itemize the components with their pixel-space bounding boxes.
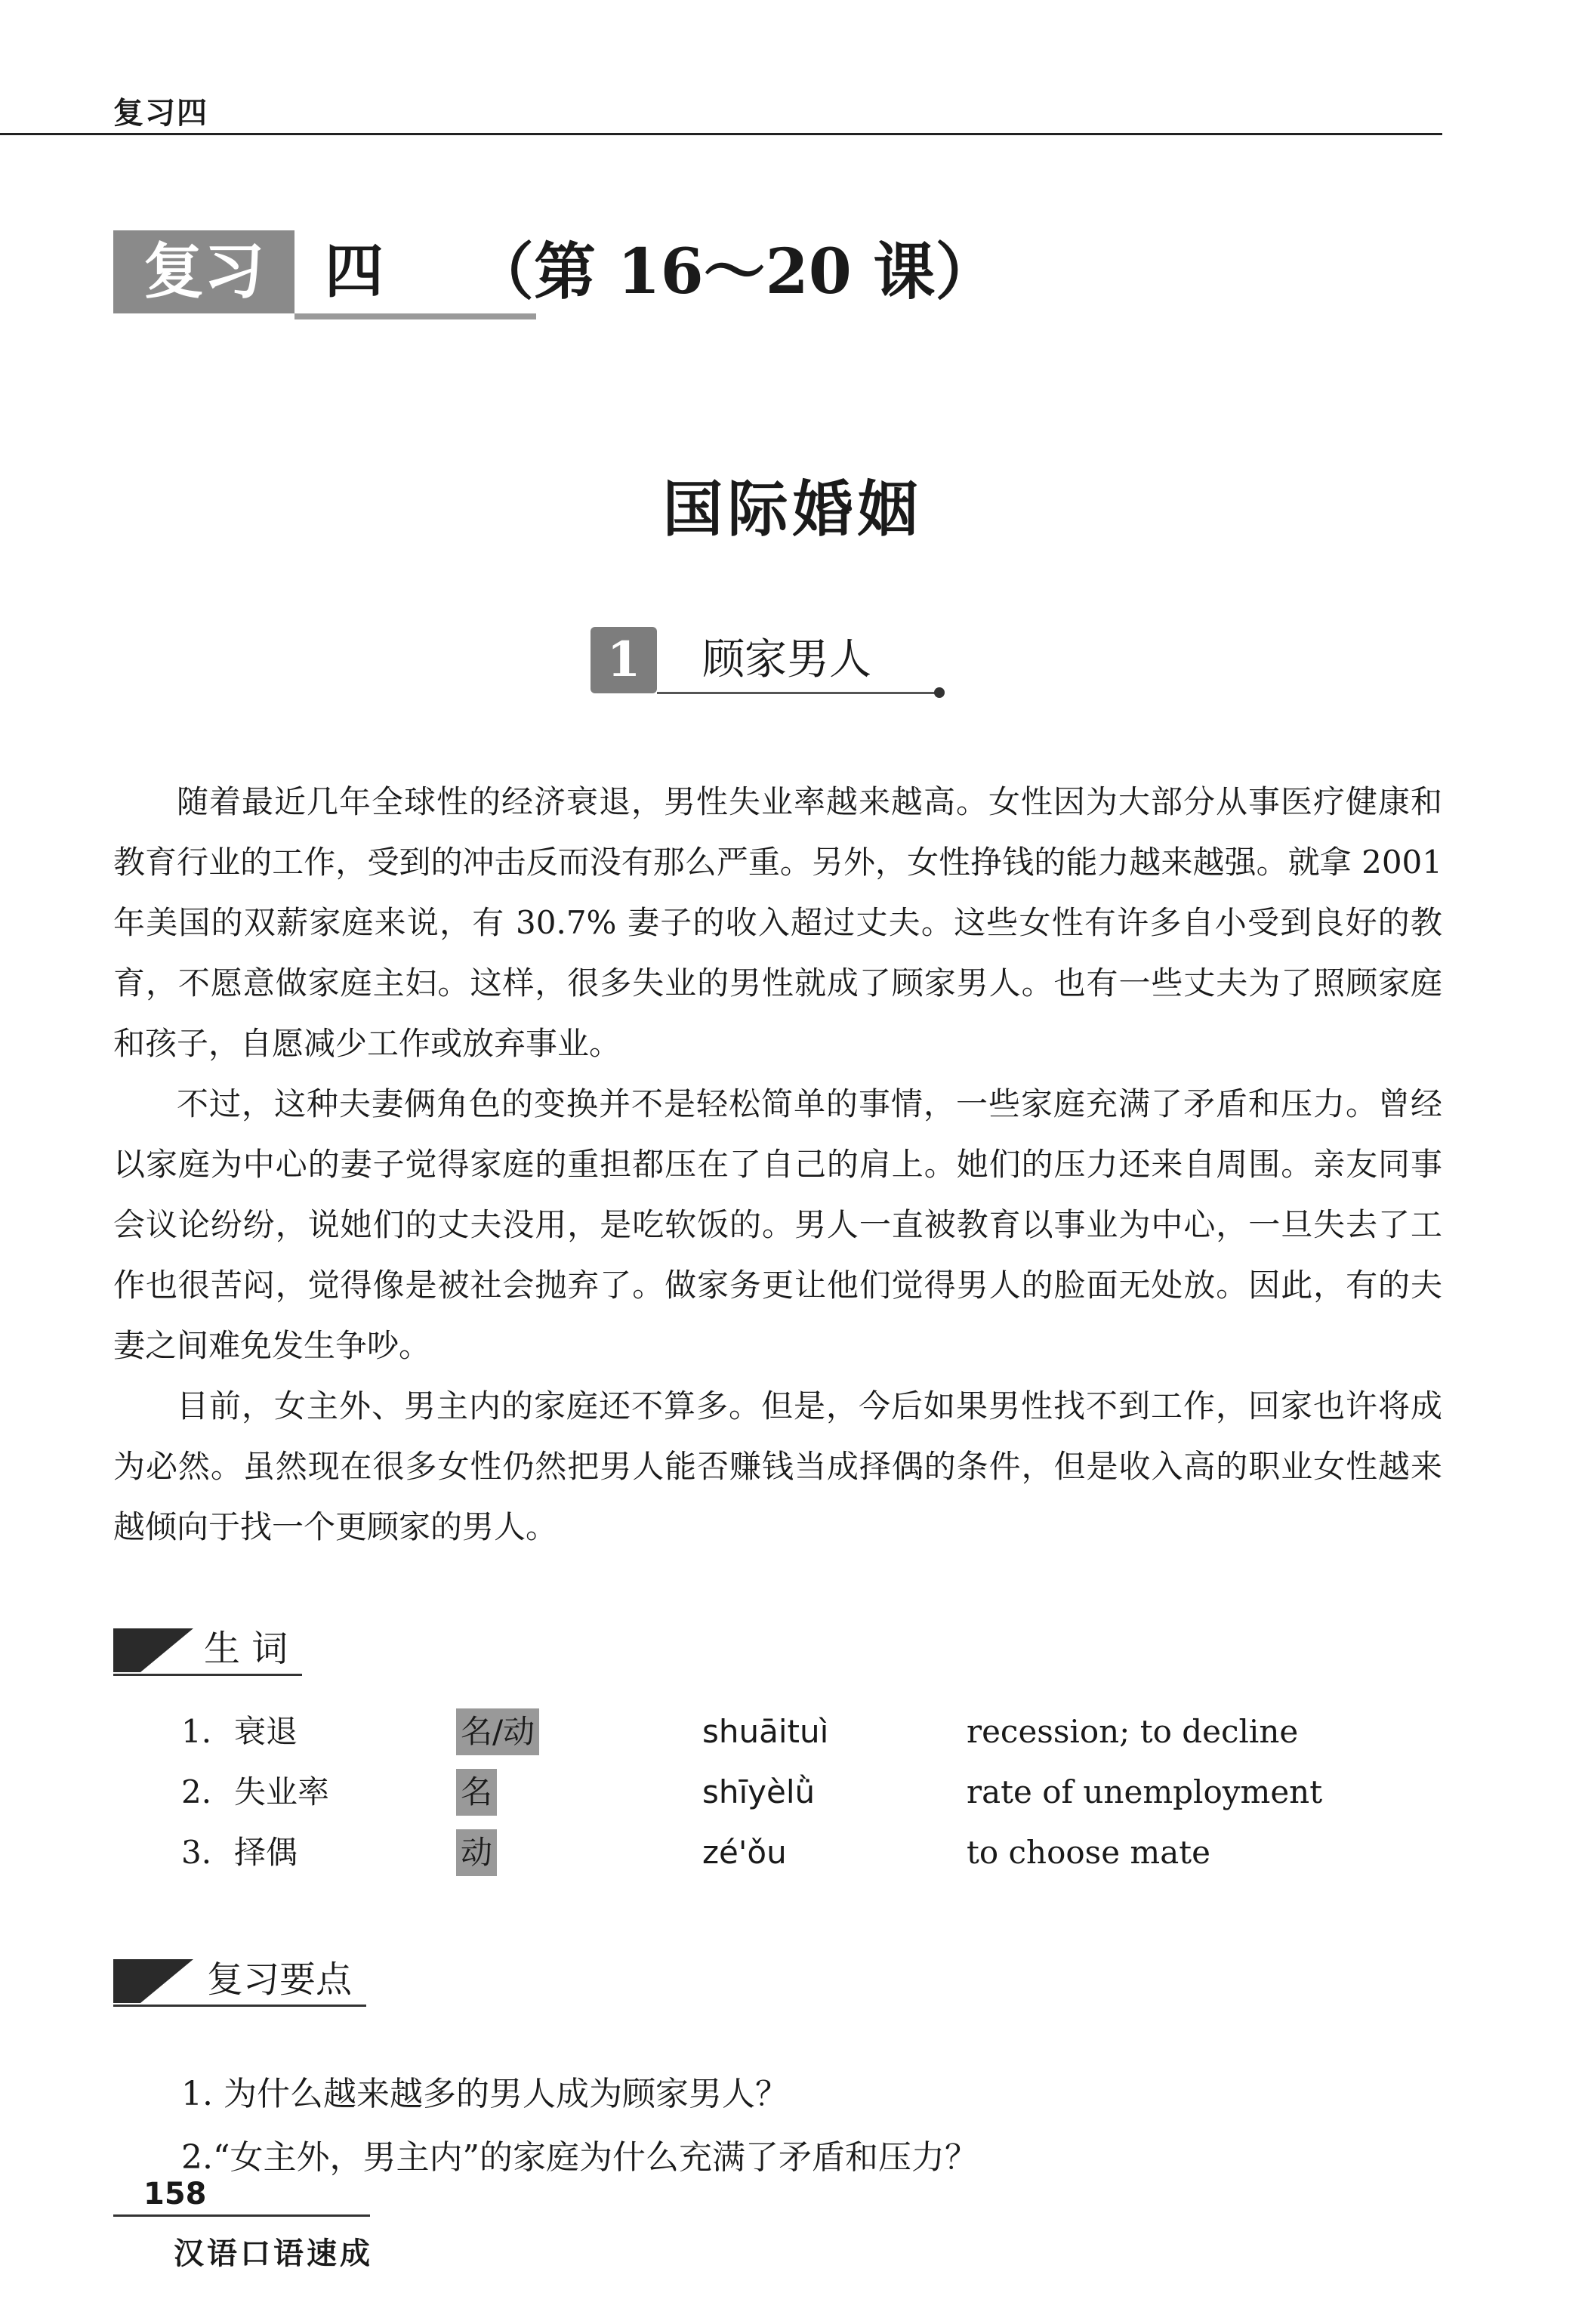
- review-question: 2.“女主外，男主内”的家庭为什么充满了矛盾和压力？: [181, 2138, 978, 2177]
- vocab-word: 衰退: [234, 1713, 298, 1750]
- vocab-word: 择偶: [234, 1834, 298, 1871]
- paragraph: 目前，女主外、男主内的家庭还不算多。但是，今后如果男性找不到工作，回家也许将成为必然。虽然现在很多女性仍然把男人能否赚钱当成择偶的条件，但是收入高的职业女性越来越倾向于找一个更顾家的男人。: [113, 1387, 1442, 1545]
- vocab-pinyin: shuāituì: [702, 1713, 829, 1750]
- vocab-pinyin: zé'ǒu: [702, 1834, 787, 1871]
- vocab-word: 失业率: [234, 1773, 330, 1810]
- vocab-heading-bar: [113, 1628, 140, 1672]
- section-title: 顾家男人: [702, 635, 871, 684]
- section-dot: [934, 687, 945, 698]
- vocab-gloss: to choose mate: [967, 1834, 1211, 1871]
- vocab-pinyin: shīyèlǜ: [702, 1773, 816, 1810]
- chapter-tag: [113, 230, 423, 318]
- vocab-gloss: rate of unemployment: [967, 1773, 1323, 1810]
- vocab-number: 3.: [181, 1834, 212, 1871]
- footer-rule: [113, 2214, 370, 2217]
- review-heading-wedge: [140, 1959, 193, 2003]
- section-rule: [657, 692, 936, 694]
- paragraph: 不过，这种夫妻俩角色的变换并不是轻松简单的事情，一些家庭充满了矛盾和压力。曾经以家庭为中心的妻子觉得家庭的重担都压在了自己的肩上。她们的压力还来自周围。亲友同事会议论纷纷，说她们的丈夫没用，是吃软饭的。男人一直被教育以事业为中心，一旦失去了工作也很苦闷，觉得像是被社会抛弃了。做家务更让他们觉得男人的脸面无处放。因此，有的夫妻之间难免发生争吵。: [113, 1085, 1442, 1364]
- chapter-tag-label: 复习: [113, 230, 294, 313]
- chapter-underline: [294, 313, 536, 319]
- vocab-label: 生 词: [204, 1628, 288, 1670]
- vocab-heading: [113, 1625, 310, 1674]
- review-question: 1. 为什么越来越多的男人成为顾家男人？: [181, 2075, 788, 2113]
- vocab-pos: 名/动: [456, 1708, 539, 1755]
- vocab-pos: 名: [456, 1769, 497, 1816]
- vocab-gloss: recession; to decline: [967, 1713, 1299, 1750]
- vocab-number: 2.: [181, 1773, 212, 1810]
- vocab-list: [181, 1708, 1389, 1890]
- header-rule: [0, 133, 1442, 135]
- review-heading-rule: [113, 2005, 366, 2007]
- page-title: 国际婚姻: [662, 474, 923, 545]
- review-heading: [113, 1956, 370, 2005]
- review-heading-bar: [113, 1959, 140, 2003]
- vocab-item: [181, 1769, 1389, 1829]
- paragraph: 随着最近几年全球性的经济衰退，男性失业率越来越高。女性因为大部分从事医疗健康和教育行业的工作，受到的冲击反而没有那么严重。另外，女性挣钱的能力越来越强。就拿 2001 年美国的双薪家庭来说，有 30.7% 妻子的收入超过丈夫。这些女性有许多自小受到良好的教育，不愿意做家庭主妇。这样，很多失业的男性就成了顾家男人。也有一些丈夫为了照顾家庭和孩子，自愿减少工作或放弃事业。: [113, 783, 1442, 1062]
- page-number: 158: [143, 2177, 207, 2211]
- vocab-number: 1.: [181, 1713, 212, 1750]
- vocab-item: [181, 1708, 1389, 1769]
- vocab-heading-rule: [113, 1674, 302, 1676]
- reading-passage: [113, 772, 1442, 1557]
- chapter-range: （第 16～20 课）: [472, 236, 998, 308]
- vocab-heading-wedge: [140, 1628, 193, 1672]
- review-label: 复习要点: [207, 1958, 353, 2001]
- running-header: 复习四: [113, 96, 208, 131]
- book-title: 汉语口语速成: [174, 2236, 373, 2271]
- section-number: 1: [591, 627, 657, 693]
- chapter-number: 四: [325, 238, 384, 306]
- review-questions: [181, 2068, 978, 2195]
- vocab-pos: 动: [456, 1829, 497, 1876]
- vocab-item: [181, 1829, 1389, 1890]
- section-heading: [591, 627, 953, 702]
